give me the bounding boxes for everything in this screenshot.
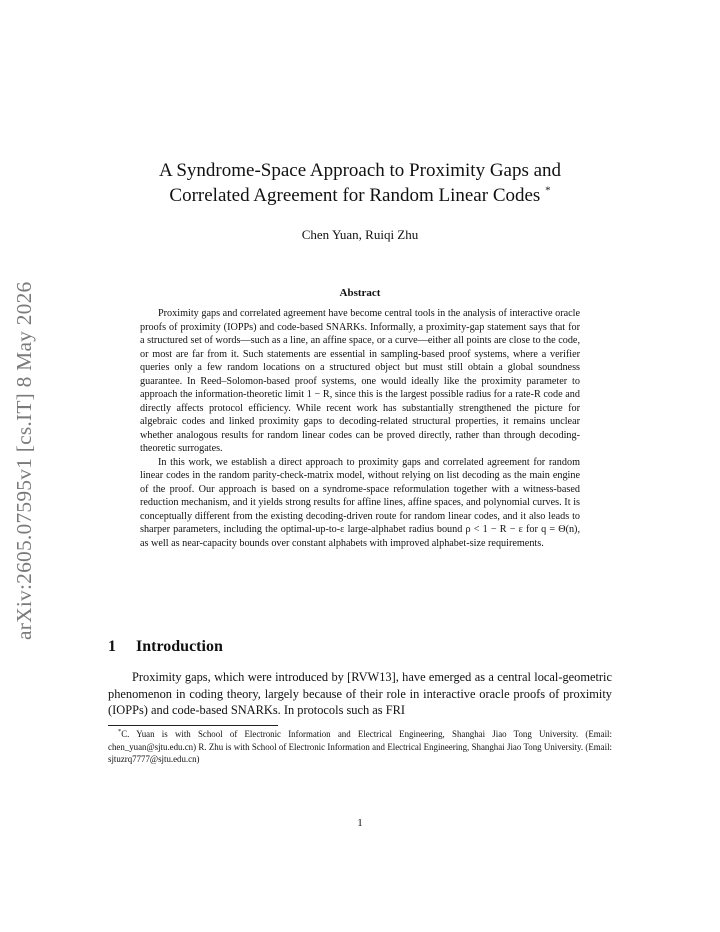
author-list: Chen Yuan, Ruiqi Zhu bbox=[301, 227, 419, 242]
page-number: 1 bbox=[357, 817, 363, 829]
section-heading-introduction bbox=[108, 638, 223, 656]
introduction-body bbox=[108, 669, 612, 719]
abstract-heading: Abstract bbox=[339, 287, 381, 299]
paper-title bbox=[108, 158, 612, 208]
title-footnote-mark[interactable]: * bbox=[545, 184, 551, 197]
abstract-paragraph-1: Proximity gaps and correlated agreement have become central tools in the analysis of interactive oracle proofs of proximity (IOPPs) and code-based SNARKs. Informally, a proximity-gap statement says that for a structured set of words—such as a line, an affine space, or a curve—either all points are close to the code, or most are far from it. Such statements are essential in sampling-based proof systems, where a verifier queries only a few random locations on a structured object but must still obtain a global soundness guarantee. In Reed–Solomon-based proof systems, one would ideally like the proximity parameter to approach the information-theoretic limit 1 − R, since this is the largest possible radius for a rate-R code and directly affects protocol efficiency. While recent work has substantially strengthened the picture for algebraic codes and linked proximity gaps to decoding-related structural properties, it remains unclear whether analogous results for random linear codes can be proved directly, rather than through decoding-theoretic surrogates. bbox=[140, 308, 580, 454]
author-affiliation-footnote bbox=[108, 728, 612, 766]
title-line-1: A Syndrome-Space Approach to Proximity Gaps and bbox=[158, 160, 562, 181]
abstract-body bbox=[140, 307, 580, 550]
abstract-paragraph-2: In this work, we establish a direct approach to proximity gaps and correlated agreement for random linear codes in the random parity-check-matrix model, without relying on list decoding as the main engine of the proof. Our approach is based on a syndrome-space reformulation together with a witness-based reduction mechanism, and it yields strong results for affine lines, affine spaces, and polynomial curves. It is conceptually different from the existing decoding-driven route for random linear codes, and it also leads to sharper parameters, including the optimal-up-to-ε large-alphabet radius bound ρ < 1 − R − ε for q = Θ(n), as well as near-capacity bounds over constant alphabets with improved alphabet-size requirements. bbox=[140, 456, 580, 549]
section-number: 1 bbox=[108, 638, 116, 655]
title-line-2: Correlated Agreement for Random Linear Codes bbox=[169, 185, 541, 206]
section-title: Introduction bbox=[136, 638, 223, 655]
footnote-text: C. Yuan is with School of Electronic Information and Electrical Engineering, Shanghai Jiao Tong University. (Email: chen_yuan@sjtu.edu.cn) R. Zhu is with School of Electronic Information and Electrical Engineering, Shanghai Jiao Tong University. (Email: sjtuzrq7777@sjtu.edu.cn) bbox=[108, 729, 612, 764]
footnote-divider bbox=[108, 725, 278, 726]
arxiv-identifier-stamp: arXiv:2605.07595v1 [cs.IT] 8 May 2026 bbox=[12, 281, 36, 640]
footnote-mark: * bbox=[118, 728, 122, 736]
introduction-paragraph-1: Proximity gaps, which were introduced by [RVW13], have emerged as a central local-geometric phenomenon in coding theory, largely because of their role in interactive oracle proofs of proximity (IOPPs) and code-based SNARKs. In protocols such as FRI bbox=[108, 670, 612, 717]
